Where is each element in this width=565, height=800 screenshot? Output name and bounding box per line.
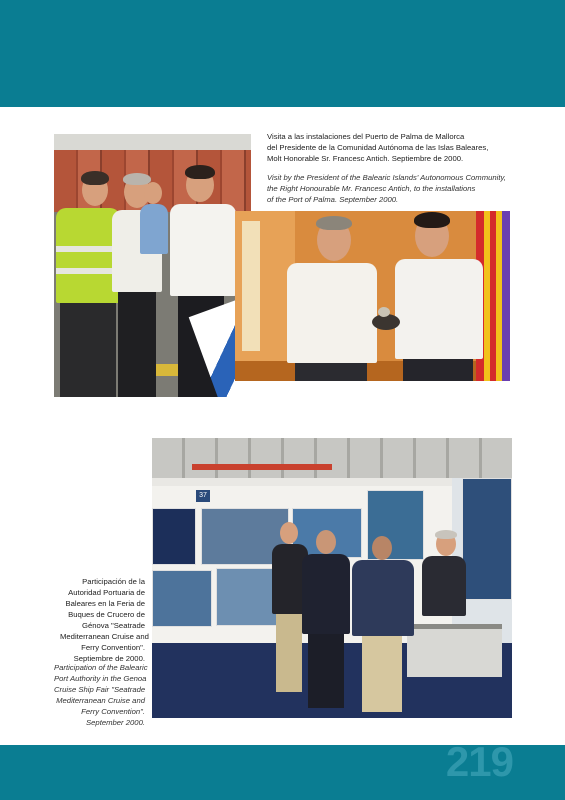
caption-line: Septiembre de 2000.: [73, 654, 145, 663]
caption-line: of the Port of Palma. September 2000.: [267, 195, 399, 204]
caption-line: Port Authority in the Genoa: [54, 674, 147, 683]
photo-handshake: [235, 211, 510, 381]
fair-caption-spanish: [60, 576, 149, 664]
photo-port-visit: [54, 134, 251, 397]
caption-line: Mediterranean Cruise and: [56, 696, 145, 705]
caption-line: del Presidente de la Comunidad Autónoma de las Islas Baleares,: [267, 143, 489, 152]
caption-line: Baleares en la Feria de: [65, 599, 145, 608]
caption-line: Génova "Seatrade: [82, 621, 145, 630]
caption-line: Cruise Ship Fair "Seatrade: [54, 685, 146, 694]
visit-caption-spanish: [267, 131, 517, 164]
caption-line: Autoridad Portuaria de: [68, 588, 145, 597]
stand-number-badge: 37: [196, 490, 210, 502]
caption-line: Participation of the Balearic: [54, 663, 148, 672]
header-band: [0, 0, 565, 107]
photo-trade-fair: [152, 438, 512, 718]
caption-line: Participación de la: [82, 577, 145, 586]
caption-line: Visita a las instalaciones del Puerto de Palma de Mallorca: [267, 132, 465, 141]
caption-line: Ferry Convention".: [81, 707, 145, 716]
caption-line: the Right Honourable Mr. Francesc Antich, to the installations: [267, 184, 476, 193]
caption-line: September 2000.: [86, 718, 145, 727]
fair-caption-english: [54, 662, 148, 728]
visit-caption-english: [267, 172, 517, 205]
page-number: 219: [445, 738, 513, 785]
caption-line: Buques de Crucero de: [68, 610, 145, 619]
caption-line: Ferry Convention".: [81, 643, 145, 652]
caption-line: Molt Honorable Sr. Francesc Antich. Septiembre de 2000.: [267, 154, 464, 163]
caption-line: Visit by the President of the Balearic Islands' Autonomous Community,: [267, 173, 506, 182]
caption-line: Mediterranean Cruise and: [60, 632, 149, 641]
